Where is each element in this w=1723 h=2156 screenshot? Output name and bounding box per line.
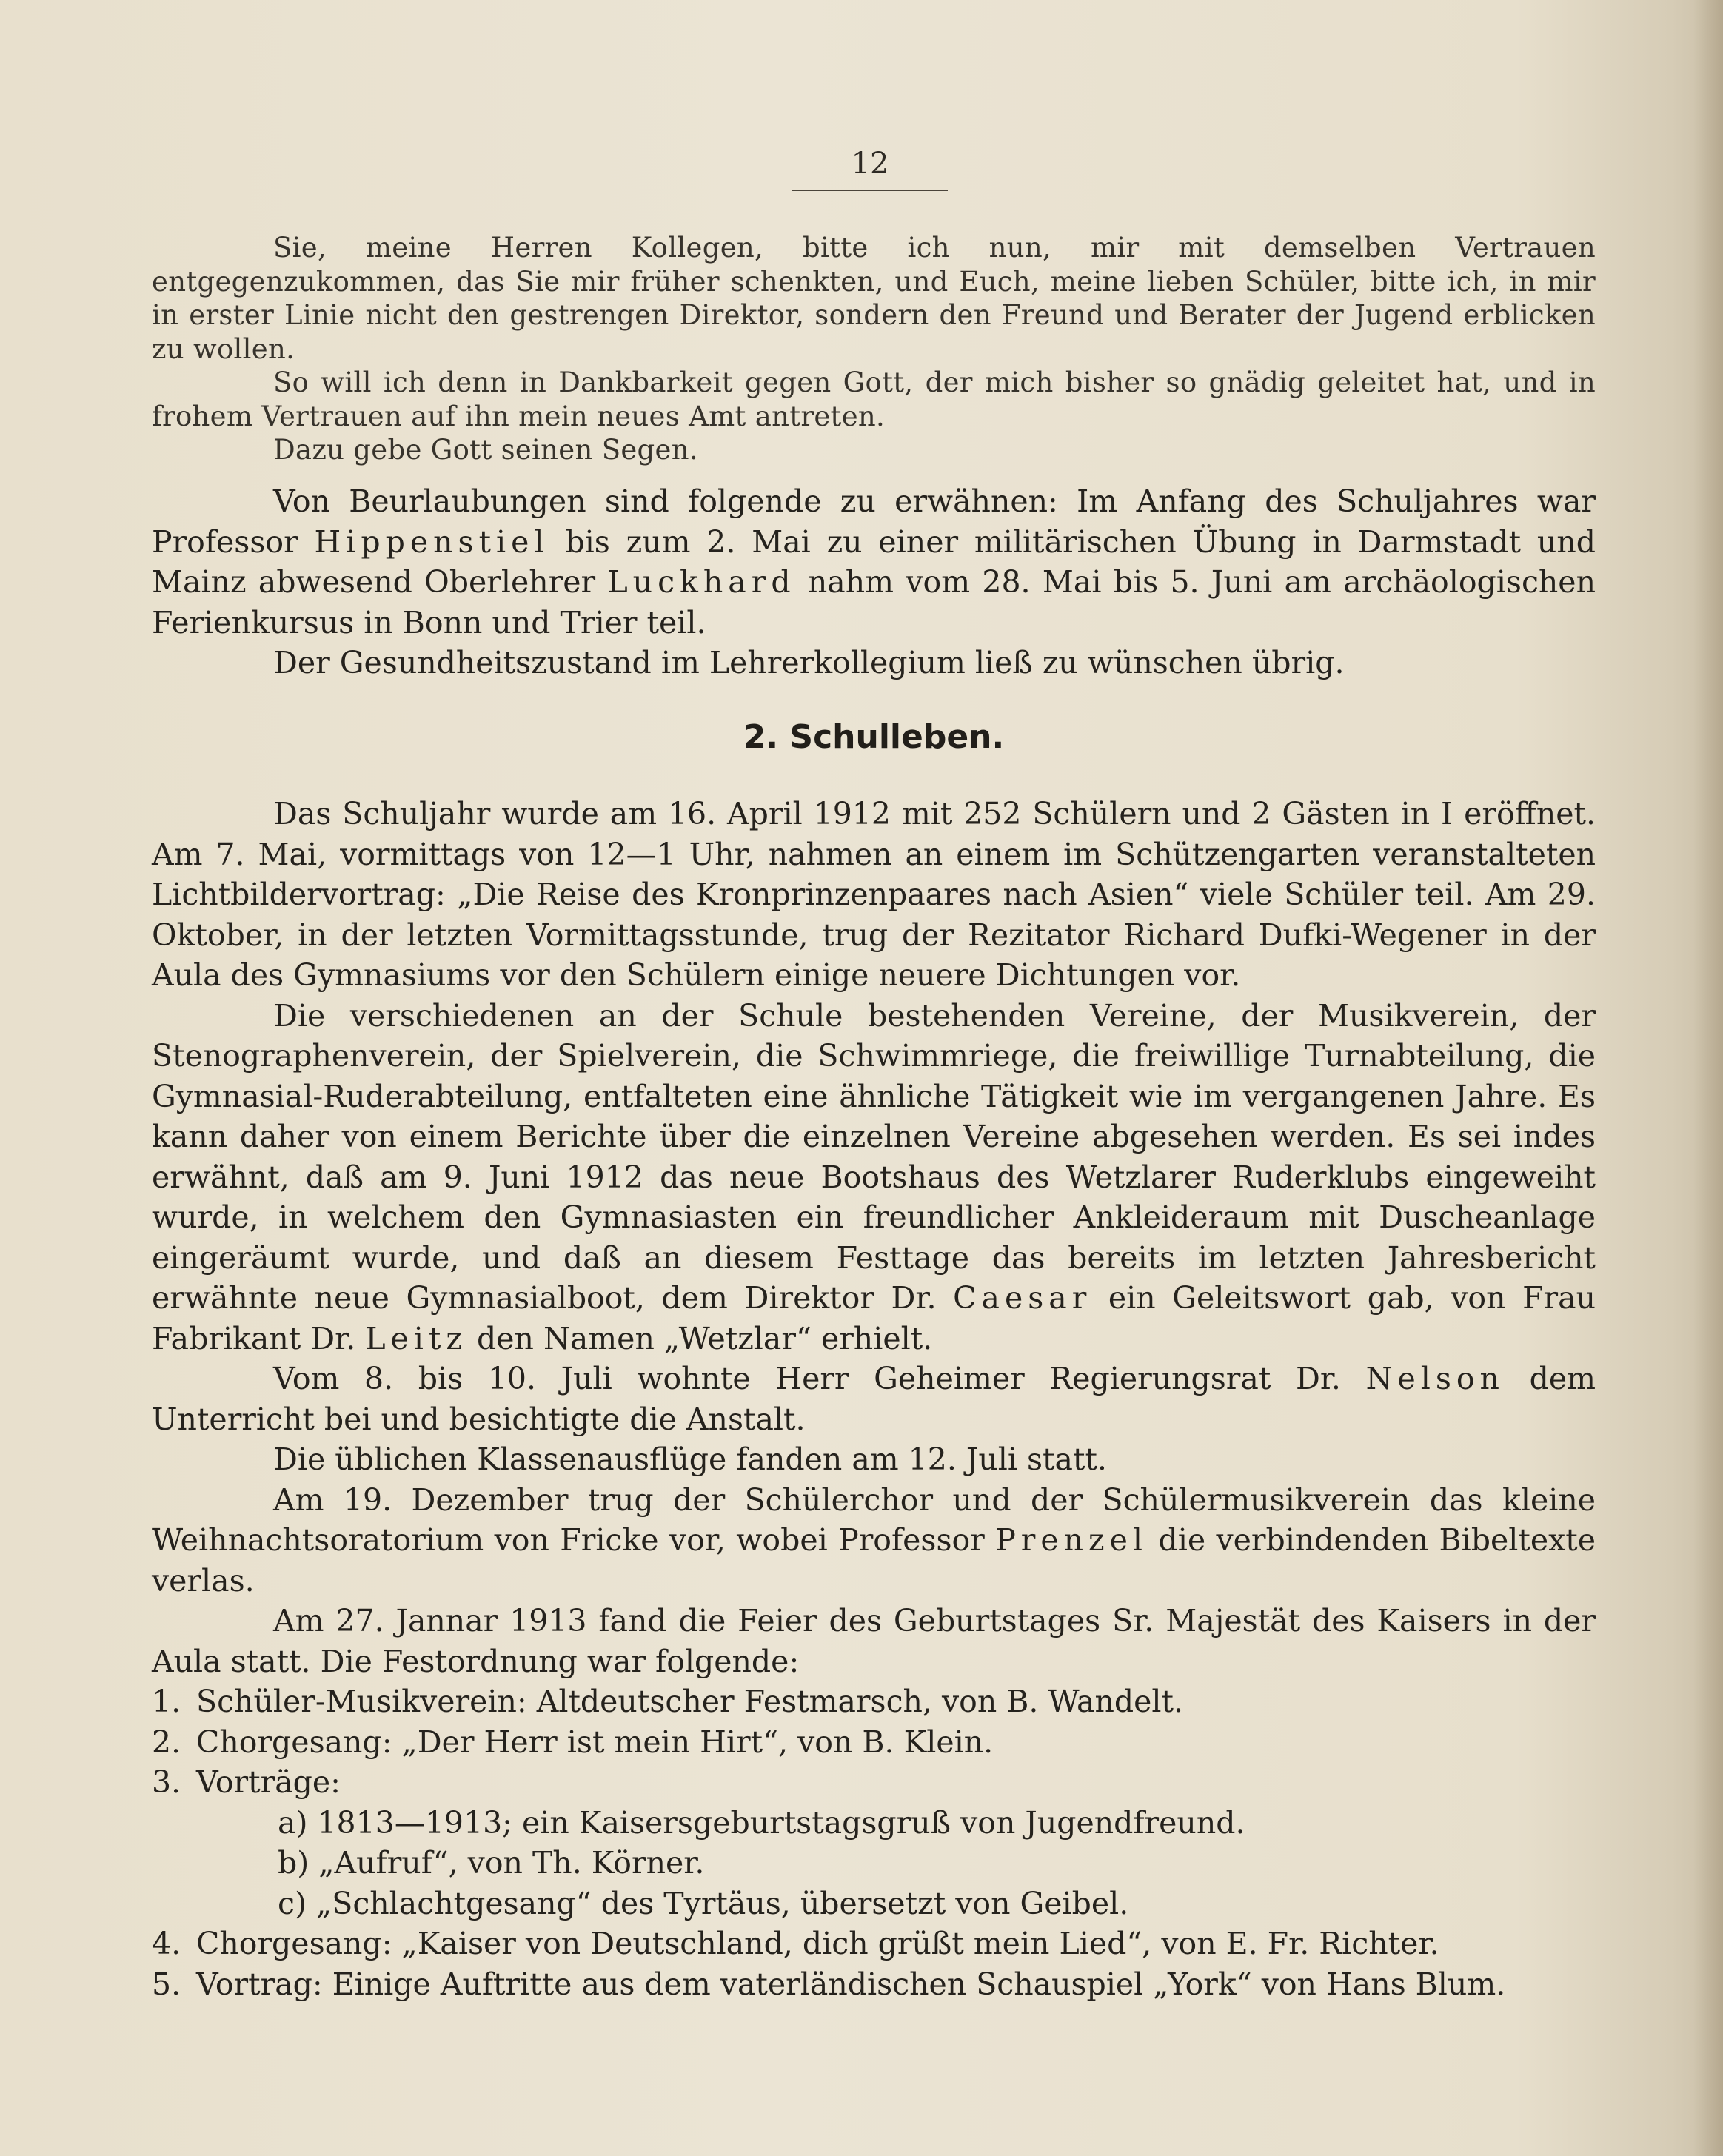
school-paragraph: Das Schuljahr wurde am 16. April 1912 mit 252 Schülern und 2 Gästen in I eröffnet. Am 7. Mai, vormittags von 12—1 Uhr, nahmen an einem im Schützengarten veranstalteten Lichtbildervortrag: „Die Reise des Kronprinzenpaares nach Asien“ viele Schüler teil. Am 29. Oktober, in der letzten Vormittagsstunde, trug der Rezitator Richard Dufki-Wegener in der Aula des Gymnasiums vor den Schülern einige neuere Dichtungen vor.	[152, 796, 1596, 993]
health-paragraph: Der Gesundheitszustand im Lehrerkollegium ließ zu wünschen übrig.	[273, 645, 1345, 680]
program-sub-item: c) „Schlachtgesang“ des Tyrtäus, übersetzt von Geibel.	[278, 1885, 1129, 1921]
excursion-paragraph: Die üblichen Klassenausflüge fanden am 12. Juli statt.	[273, 1442, 1107, 1477]
oratorium-paragraph: Am 19. Dezember trug der Schülerchor und der Schülermusikverein das kleine Weihnachtsoratorium von Fricke vor, wobei Professor Prenzel die verbindenden Bibeltexte verlas.	[152, 1482, 1596, 1598]
school-life-block	[152, 794, 1596, 2004]
visit-paragraph: Vom 8. bis 10. Juli wohnte Herr Geheimer Regierungsrat Dr. Nelson dem Unterricht bei und besichtigte die Anstalt.	[152, 1361, 1596, 1437]
spaced-name: Leitz	[365, 1320, 467, 1356]
leave-block	[152, 481, 1596, 683]
spaced-name: Caesar	[953, 1280, 1092, 1316]
section-heading: 2. Schulleben.	[743, 718, 1005, 756]
leave-paragraph: Von Beurlaubungen sind folgende zu erwähnen: Im Anfang des Schuljahres war Professor Hippenstiel bis zum 2. Mai zu einer militärischen Übung in Darmstadt und Mainz abwesend Oberlehrer Luckhard nahm vom 28. Mai bis 5. Juni am archäologischen Ferienkursus in Bonn und Trier teil.	[152, 483, 1596, 640]
page-number: 12	[851, 147, 889, 181]
spaced-name: Luckhard	[607, 564, 796, 600]
program-list	[152, 1681, 1596, 2004]
speech-block	[152, 231, 1596, 467]
program-sub-item: a) 1813—1913; ein Kaisersgeburtstagsgruß von Jugendfreund.	[278, 1804, 1245, 1841]
speech-paragraph: Sie, meine Herren Kollegen, bitte ich nun, mir mit demselben Vertrauen entgegenzukommen, das Sie mir früher schenkten, und Euch, meine lieben Schüler, bitte ich, in mir in erster Linie nicht den gestrengen Direktor, sondern den Freund und Berater der Jugend erblicken zu wollen.	[152, 232, 1596, 365]
page-edge-shadow	[1693, 0, 1723, 2156]
clubs-paragraph: Die verschiedenen an der Schule bestehenden Vereine, der Musikverein, der Stenographenverein, der Spielverein, die Schwimmriege, die freiwillige Turnabteilung, die Gymnasial-Ruderabteilung, entfalteten eine ähnliche Tätigkeit wie im vergangenen Jahre. Es kann daher von einem Berichte über die einzelnen Vereine abgesehen werden. Es sei indes erwähnt, daß am 9. Juni 1912 das neue Bootshaus des Wetzlarer Ruderklubs eingeweiht wurde, in welchem den Gymnasiasten ein freundlicher Ankleideraum mit Duscheanlage eingeräumt wurde, und daß an diesem Festtage das bereits im letzten Jahresbericht erwähnte neue Gymnasialboot, dem Direktor Dr. Caesar ein Geleitswort gab, von Frau Fabrikant Dr. Leitz den Namen „Wetzlar“ erhielt.	[152, 997, 1596, 1356]
program-item: 5. Vortrag: Einige Auftritte aus dem vaterländischen Schauspiel „York“ von Hans Blum.	[152, 1966, 1506, 2002]
program-item: 4. Chorgesang: „Kaiser von Deutschland, dich grüßt mein Lied“, von E. Fr. Richter.	[152, 1926, 1439, 1961]
page-number-rule	[792, 190, 948, 191]
spaced-name: Nelson	[1365, 1361, 1505, 1396]
program-item: 1. Schüler-Musikverein: Altdeutscher Festmarsch, von B. Wandelt.	[152, 1684, 1184, 1719]
birthday-paragraph: Am 27. Jannar 1913 fand die Feier des Geburtstages Sr. Majestät des Kaisers in der Aula statt. Die Festordnung war folgende:	[152, 1603, 1596, 1679]
program-sub-item: b) „Aufruf“, von Th. Körner.	[278, 1845, 705, 1881]
program-item: 3. Vorträge:	[152, 1764, 341, 1800]
speech-paragraph: Dazu gebe Gott seinen Segen.	[273, 434, 698, 466]
spaced-name: Hippenstiel	[314, 523, 549, 560]
spaced-name: Prenzel	[995, 1522, 1148, 1558]
speech-paragraph: So will ich denn in Dankbarkeit gegen Gott, der mich bisher so gnädig geleitet hat, und in frohem Vertrauen auf ihn mein neues Amt antreten.	[152, 366, 1596, 432]
program-item: 2. Chorgesang: „Der Herr ist mein Hirt“, von B. Klein.	[152, 1724, 994, 1760]
